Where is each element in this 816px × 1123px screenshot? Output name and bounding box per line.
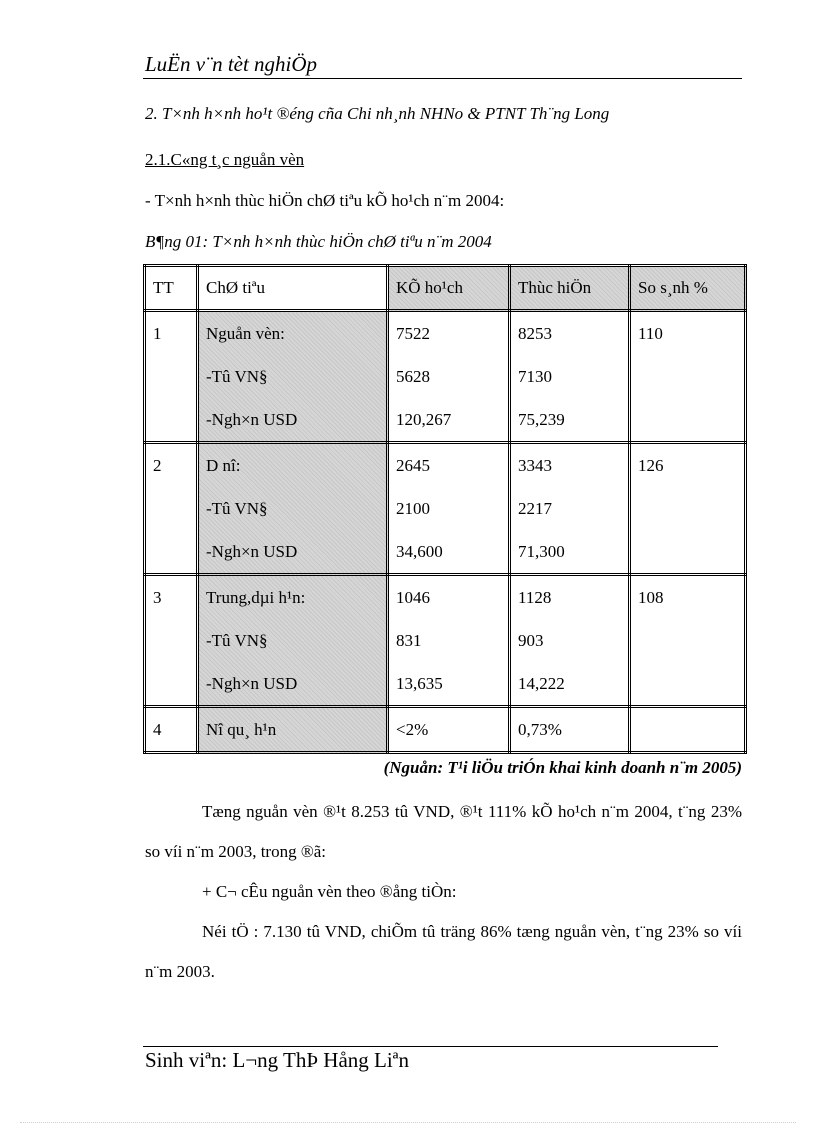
actual-cell: 0,73%: [510, 707, 630, 753]
indicator-cell: Trung,dµi h¹n: -Tû VN§ -Ngh×n USD: [198, 575, 388, 707]
indicator-cell: D nî: -Tû VN§ -Ngh×n USD: [198, 443, 388, 575]
intro-line: - T×nh h×nh thùc hiÖn chØ tiªu kÕ ho¹ch n¨m 2004:: [145, 191, 505, 210]
table-row: [145, 575, 746, 707]
row-number-cell: 2: [145, 443, 198, 575]
header-divider: [143, 78, 742, 79]
plan-cell: 7522 5628 120,267: [388, 311, 510, 443]
body-paragraph: + C¬ cÊu nguån vèn theo ®ång tiÒn:: [202, 882, 457, 901]
footer-divider: [143, 1046, 718, 1047]
table-row: [145, 311, 746, 443]
document-header-title: LuËn v¨n tèt nghiÖp: [145, 52, 318, 76]
table-caption: B¶ng 01: T×nh h×nh thùc hiÖn chØ tiªu n¨m 2004: [145, 232, 492, 251]
header-cell-compare: So s¸nh %: [630, 266, 746, 311]
section-heading: 2. T×nh h×nh ho¹t ®éng cña Chi nh¸nh NHNo & PTNT Th¨ng Long: [145, 104, 610, 123]
plan-cell: <2%: [388, 707, 510, 753]
source-note: (Nguån: T¹i liÖu triÓn khai kinh doanh n¨m 2005): [383, 758, 742, 777]
compare-cell: [630, 707, 746, 753]
plan-cell: 2645 2100 34,600: [388, 443, 510, 575]
body-paragraph: Néi tÖ : 7.130 tû VND, chiÕm tû träng 86% tæng nguån vèn, t¨ng 23% so víi n¨m 2003.: [145, 922, 742, 981]
header-cell-actual: Thùc hiÖn: [510, 266, 630, 311]
indicator-cell: Nguån vèn: -Tû VN§ -Ngh×n USD: [198, 311, 388, 443]
compare-cell: 126: [630, 443, 746, 575]
header-cell-tt: TT: [145, 266, 198, 311]
body-paragraph: Tæng nguån vèn ®¹t 8.253 tû VND, ®¹t 111% kÕ ho¹ch n¨m 2004, t¨ng 23% so víi n¨m 2003, trong ®ã:: [145, 802, 742, 861]
actual-cell: 1128 903 14,222: [510, 575, 630, 707]
plan-cell: 1046 831 13,635: [388, 575, 510, 707]
table-header-row: [145, 266, 746, 311]
footer-student-name: Sinh viªn: L¬ng ThÞ Hång Liªn: [145, 1048, 409, 1072]
header-cell-indicator: ChØ tiªu: [198, 266, 388, 311]
table-row: [145, 707, 746, 753]
actual-cell: 8253 7130 75,239: [510, 311, 630, 443]
plan-performance-table: [143, 264, 747, 754]
row-number-cell: 3: [145, 575, 198, 707]
actual-cell: 3343 2217 71,300: [510, 443, 630, 575]
table-row: [145, 443, 746, 575]
row-number-cell: 4: [145, 707, 198, 753]
indicator-cell: Nî qu¸ h¹n: [198, 707, 388, 753]
row-number-cell: 1: [145, 311, 198, 443]
subsection-heading: 2.1.C«ng t¸c nguån vèn: [145, 150, 305, 169]
compare-cell: 108: [630, 575, 746, 707]
header-cell-plan: KÕ ho¹ch: [388, 266, 510, 311]
compare-cell: 110: [630, 311, 746, 443]
